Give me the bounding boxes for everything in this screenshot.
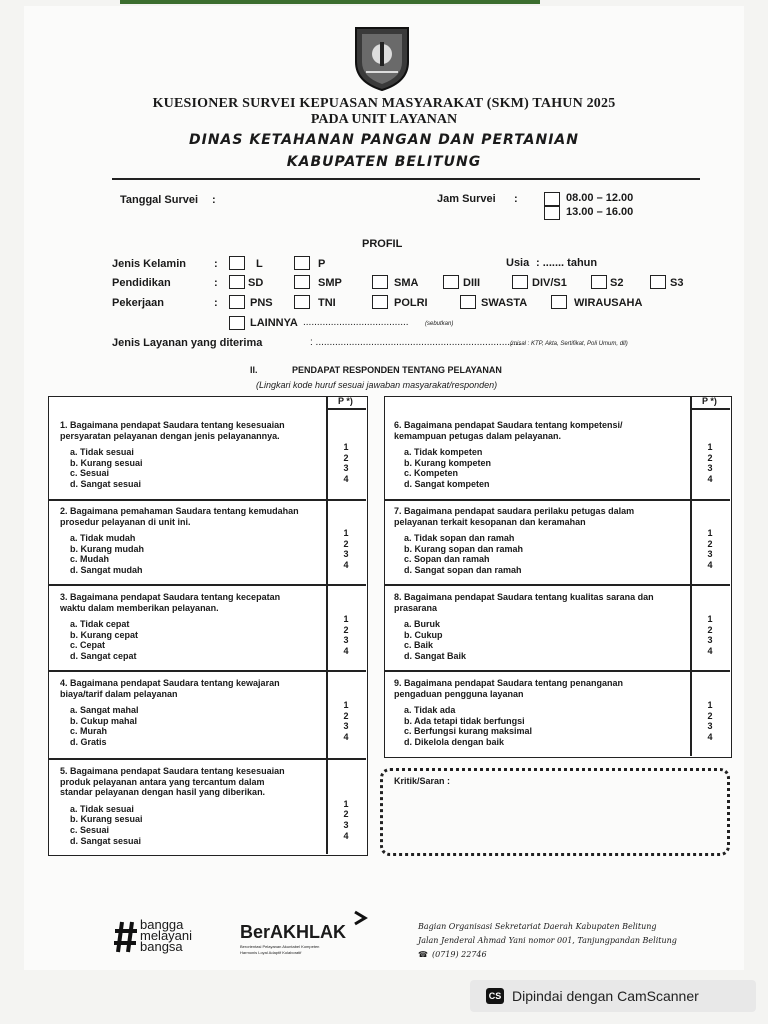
answer-option: a. Tidak cepat	[70, 619, 130, 629]
col-header-left: P *)	[338, 396, 353, 406]
pendidikan-smp-checkbox[interactable]	[294, 275, 310, 289]
answer-code: 2	[343, 538, 349, 549]
phone-number: (0719) 22746	[432, 950, 487, 959]
answer-option: a. Tidak ada	[404, 705, 456, 715]
answer-code: 4	[343, 830, 349, 841]
answer-option: d. Gratis	[70, 737, 107, 748]
pendidikan-diii-checkbox[interactable]	[443, 275, 459, 289]
pekerjaan-wirausaha-label: WIRAUSAHA	[574, 297, 643, 309]
camscanner-text: Dipindai dengan CamScanner	[512, 988, 699, 1004]
answer-option: a. Tidak mudah	[70, 533, 136, 543]
question-text: prasarana	[394, 602, 438, 613]
answer-option: b. Kurang mudah	[70, 543, 144, 554]
kritik-label: Kritik/Saran :	[394, 776, 451, 786]
tanggal-colon: :	[212, 194, 216, 206]
question-text: 3. Bagaimana pendapat Saudara tentang kecepatan	[60, 592, 281, 602]
pendidikan-sma-label: SMA	[394, 277, 419, 289]
question-text: prosedur pelayanan di unit ini.	[60, 516, 191, 527]
question-text: 1. Bagaimana pendapat Saudara tentang kesesuaian	[60, 420, 285, 430]
answer-option: d. Sangat sesuai	[70, 479, 142, 490]
pekerjaan-polri-label: POLRI	[394, 297, 428, 309]
gender-l-label: L	[256, 258, 263, 270]
row-divider	[48, 584, 366, 586]
bangga-line: melayani	[140, 928, 193, 943]
agency-name: DINAS KETAHANAN PANGAN DAN PERTANIAN	[189, 132, 579, 148]
question-text: pengaduan pengguna layanan	[394, 688, 524, 699]
pendidikan-label: Pendidikan	[112, 277, 171, 289]
answer-option: d. Sangat sopan dan ramah	[404, 565, 522, 576]
question-text: 4. Bagaimana pendapat Saudara tentang kewajaran	[60, 678, 280, 688]
row-divider	[48, 499, 366, 501]
answer-code: 3	[707, 463, 713, 474]
hashtag-logo-icon	[114, 920, 138, 954]
phone-icon: ☎	[418, 950, 428, 959]
answer-code: 4	[707, 560, 713, 571]
pendidikan-s2-label: S2	[610, 277, 624, 289]
pendidikan-s2-checkbox[interactable]	[591, 275, 607, 289]
address-line-2: Jalan Jenderal Ahmad Yani nomor 001, Tanjungpandan Belitung	[418, 936, 677, 945]
tanggal-label: Tanggal Survei	[120, 194, 199, 206]
layanan-label: Jenis Layanan yang diterima	[112, 337, 263, 349]
address-line-1: Bagian Organisasi Sekretariat Daerah Kabupaten Belitung	[418, 922, 657, 931]
jam-option-2: 13.00 – 16.00	[566, 206, 634, 218]
pendidikan-sma-checkbox[interactable]	[372, 275, 388, 289]
answer-option: b. Kurang sesuai	[70, 814, 143, 825]
question-text: pelayanan terkait kesopanan dan keramahan	[394, 516, 586, 527]
answer-code: 1	[343, 614, 349, 624]
lainnya-note: (sebutkan)	[425, 321, 454, 327]
answer-code: 1	[707, 528, 713, 538]
answer-option: a. Sangat mahal	[70, 705, 139, 715]
pendidikan-div-label: DIV/S1	[532, 277, 567, 289]
header-rule	[112, 178, 700, 180]
question-text: produk pelayanan antara yang tercantum dalam	[60, 776, 265, 787]
pekerjaan-pns-checkbox[interactable]	[229, 295, 245, 309]
usia-value: : ....... tahun	[536, 257, 598, 269]
question-text: 6. Bagaimana pendapat Saudara tentang kompetensi/	[394, 420, 623, 430]
answer-option: a. Buruk	[404, 619, 441, 629]
answer-option: d. Sangat sesuai	[70, 835, 142, 846]
usia-label: Usia	[506, 257, 530, 269]
answer-option: c. Sesuai	[70, 468, 110, 479]
berakhlak-sub2: Harmonis Loyal Adaptif Kolaboratif	[240, 950, 302, 955]
answer-code: 3	[343, 549, 349, 560]
question-text: waktu dalam memberikan pelayanan.	[60, 602, 219, 613]
answer-code: 3	[707, 721, 713, 732]
answer-code: 1	[343, 528, 349, 538]
camscanner-icon: CS	[486, 988, 504, 1004]
section-subtitle: (Lingkari kode huruf sesuai jawaban masyarakat/responden)	[256, 380, 498, 390]
question-text: 7. Bagaimana pendapat saudara perilaku petugas dalam	[394, 506, 635, 516]
pekerjaan-lainnya-checkbox[interactable]	[229, 316, 245, 330]
question-text: kemampuan petugas dalam pelayanan.	[394, 430, 562, 441]
answer-code: 2	[707, 624, 713, 635]
answer-option: c. Mudah	[70, 554, 110, 565]
answer-code: 1	[707, 614, 713, 624]
layanan-input[interactable]: : ..........................................................................	[310, 337, 522, 348]
pendidikan-diii-label: DIII	[463, 277, 481, 289]
pekerjaan-tni-checkbox[interactable]	[294, 295, 310, 309]
jam-label: Jam Survei	[437, 193, 496, 205]
column-divider	[326, 396, 328, 854]
header-divider	[690, 408, 730, 410]
answer-option: d. Sangat kompeten	[404, 479, 490, 490]
answer-option: c. Baik	[404, 640, 434, 651]
berakhlak-logo: BerAKHLAK	[240, 922, 347, 942]
answer-option: b. Kurang sopan dan ramah	[404, 543, 524, 554]
pekerjaan-polri-checkbox[interactable]	[372, 295, 388, 309]
colon: :	[214, 277, 218, 289]
top-green-line	[120, 0, 540, 4]
answer-option: c. Berfungsi kurang maksimal	[404, 726, 533, 737]
profil-title: PROFIL	[362, 238, 403, 250]
answer-code: 4	[707, 646, 713, 657]
answer-code: 3	[707, 635, 713, 646]
answer-code: 1	[707, 442, 713, 452]
pendidikan-sd-label: SD	[248, 277, 264, 289]
arrow-icon	[352, 910, 368, 926]
pendidikan-sd-checkbox[interactable]	[229, 275, 245, 289]
answer-code: 3	[343, 463, 349, 474]
question-text: 2. Bagaimana pemahaman Saudara tentang kemudahan	[60, 506, 299, 516]
column-divider	[690, 396, 692, 756]
answer-code: 4	[707, 474, 713, 485]
header-divider	[326, 408, 366, 410]
answer-code: 1	[343, 798, 349, 809]
answer-code: 2	[343, 809, 349, 820]
answer-option: d. Sangat cepat	[70, 651, 137, 662]
lainnya-label: LAINNYA	[250, 317, 298, 329]
col-header-right: P *)	[702, 396, 717, 406]
answer-option: d. Sangat mudah	[70, 565, 143, 576]
answer-code: 4	[343, 732, 349, 743]
answer-code: 2	[707, 710, 713, 721]
answer-code: 2	[343, 624, 349, 635]
answer-option: b. Ada tetapi tidak berfungsi	[404, 715, 525, 726]
answer-option: b. Cukup	[404, 629, 443, 640]
answer-code: 4	[343, 560, 349, 571]
pekerjaan-pns-label: PNS	[250, 297, 273, 309]
answer-code: 3	[343, 635, 349, 646]
jam-option-1: 08.00 – 12.00	[566, 192, 634, 204]
answer-option: a. Tidak sesuai	[70, 803, 134, 814]
answer-option: b. Kurang sesuai	[70, 457, 143, 468]
section-title: PENDAPAT RESPONDEN TENTANG PELAYANAN	[292, 365, 502, 375]
layanan-note: (misal : KTP, Akta, Sertifikat, Poli Umum, dll)	[510, 341, 628, 347]
doc-title: KUESIONER SURVEI KEPUASAN MASYARAKAT (SKM) TAHUN 2025	[152, 96, 616, 111]
answer-code: 2	[707, 538, 713, 549]
gender-p-checkbox[interactable]	[294, 256, 310, 270]
jam-checkbox-2[interactable]	[544, 206, 560, 220]
answer-option: c. Sesuai	[70, 824, 110, 835]
berakhlak-sub1: Berorientasi Pelayanan Akuntabel Kompeten	[240, 944, 320, 949]
pekerjaan-swasta-checkbox[interactable]	[460, 295, 476, 309]
answer-code: 2	[707, 452, 713, 463]
answer-option: a. Tidak sesuai	[70, 447, 134, 457]
answer-code: 1	[343, 442, 349, 452]
pendidikan-div-checkbox[interactable]	[512, 275, 528, 289]
pekerjaan-swasta-label: SWASTA	[481, 297, 528, 309]
jam-colon: :	[514, 193, 518, 205]
bangga-line: bangga	[140, 917, 184, 932]
answer-code: 4	[343, 646, 349, 657]
answer-option: b. Cukup mahal	[70, 715, 138, 726]
answer-code: 4	[343, 474, 349, 485]
colon: :	[214, 297, 218, 309]
lainnya-input[interactable]: ......................................	[303, 317, 409, 328]
pendidikan-s3-label: S3	[670, 277, 684, 289]
answer-code: 3	[343, 721, 349, 732]
doc-subtitle: PADA UNIT LAYANAN	[310, 112, 458, 127]
colon: :	[214, 258, 218, 270]
regency-crest-icon	[352, 22, 412, 92]
jam-checkbox-1[interactable]	[544, 192, 560, 206]
answer-option: c. Kompeten	[404, 468, 459, 479]
answer-code: 2	[343, 452, 349, 463]
answer-code: 1	[707, 700, 713, 710]
pendidikan-smp-label: SMP	[318, 277, 342, 289]
answer-option: c. Cepat	[70, 640, 106, 651]
pekerjaan-tni-label: TNI	[318, 297, 336, 309]
pendidikan-s3-checkbox[interactable]	[650, 275, 666, 289]
answer-option: a. Tidak sopan dan ramah	[404, 533, 515, 543]
answer-option: c. Sopan dan ramah	[404, 554, 490, 565]
question-text: 9. Bagaimana pendapat Saudara tentang penanganan	[394, 678, 624, 688]
row-divider	[384, 670, 730, 672]
question-text: 8. Bagaimana pendapat Saudara tentang kualitas sarana dan	[394, 592, 654, 602]
pekerjaan-wirausaha-checkbox[interactable]	[551, 295, 567, 309]
question-text: biaya/tarif dalam pelayanan	[60, 688, 178, 699]
question-text: standar pelayanan dengan hasil yang diberikan.	[60, 787, 266, 797]
row-divider	[48, 758, 366, 760]
question-text: persyaratan pelayanan dengan jenis pelayanannya.	[60, 430, 280, 441]
bangga-logo-text	[140, 919, 192, 952]
answer-option: c. Murah	[70, 726, 108, 737]
answer-option: b. Kurang kompeten	[404, 457, 492, 468]
section-number: II.	[250, 365, 258, 375]
question-text: 5. Bagaimana pendapat Saudara tentang kesesuaian	[60, 766, 285, 776]
answer-option: d. Sangat Baik	[404, 651, 467, 662]
answer-code: 1	[343, 700, 349, 710]
answer-code: 3	[707, 549, 713, 560]
regency-name: KABUPATEN BELITUNG	[286, 154, 482, 170]
gender-l-checkbox[interactable]	[229, 256, 245, 270]
bangga-line: bangsa	[140, 939, 183, 954]
pekerjaan-label: Pekerjaan	[112, 297, 164, 309]
jenis-kelamin-label: Jenis Kelamin	[112, 258, 186, 270]
row-divider	[48, 670, 366, 672]
answer-option: d. Dikelola dengan baik	[404, 737, 505, 748]
answer-code: 2	[343, 710, 349, 721]
answer-code: 4	[707, 732, 713, 743]
answer-code: 3	[343, 819, 349, 830]
answer-option: a. Tidak kompeten	[404, 447, 483, 457]
answer-option: b. Kurang cepat	[70, 629, 139, 640]
gender-p-label: P	[318, 258, 326, 270]
row-divider	[384, 499, 730, 501]
row-divider	[384, 584, 730, 586]
